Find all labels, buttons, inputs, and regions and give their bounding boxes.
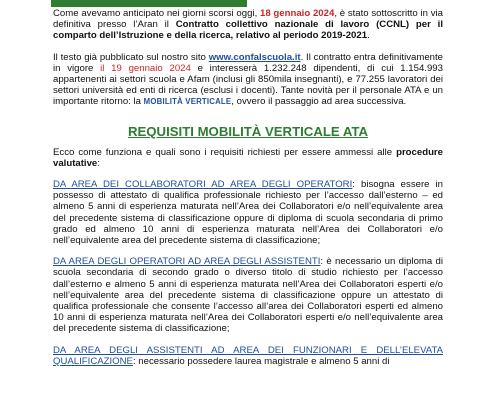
requirement-title: DA AREA DEGLI ASSISTENTI AD AREA DEI FUNZIONARI E DELL’ELEVATA QUALIFICAZIONE	[53, 344, 443, 367]
header-bar	[51, 0, 247, 7]
document-body	[53, 8, 443, 367]
contract-paragraph	[53, 52, 443, 108]
date-highlight: 18 gennaio 2024	[260, 8, 335, 19]
mobilita-verticale-label: MOBILITÀ VERTICALE	[143, 97, 232, 107]
requirement-body: : necessario possedere laurea magistrale e almeno 5 anni di	[132, 355, 390, 367]
text: :	[97, 157, 100, 169]
text: , ovvero il passaggio ad area successiva.	[231, 96, 407, 108]
text: .	[367, 30, 370, 42]
section-heading: REQUISITI MOBILITÀ VERTICALE ATA	[127, 123, 369, 139]
procedure-label: procedure valutative	[53, 146, 443, 169]
intro-paragraph	[53, 8, 443, 42]
text: e interesserà 1.232.248 dipendenti, di cui 1.154.993 appartenenti ai settori scuola e Afam (inclusi gli 850mila insegnanti), e 77.255 lavoratori dei settori università ed enti di ricerca (esclusi i docenti). Tante novità per il personale ATA e un importante ritorno: la	[53, 62, 443, 108]
date-highlight: il 19 gennaio 2024	[100, 62, 191, 74]
requirement-operatori-assistenti	[53, 256, 443, 334]
requirement-title: DA AREA DEI COLLABORATORI AD AREA DEGLI OPERATORI	[53, 179, 353, 191]
text: Ecco come funziona e quali sono i requisiti richiesti per essere ammessi alle	[53, 146, 397, 158]
site-link[interactable]: www.confalscuola.it	[208, 51, 301, 63]
text: , è stato sottoscritto in via definitiva presso l’Aran il	[53, 8, 444, 31]
text: Il testo già pubblicato sul nostro sito	[53, 51, 209, 63]
requirement-body: : bisogna essere in possesso di attestato di qualifica professionale richiesto per l’accesso dall’esterno – ed almeno 5 anni di esperienza maturata nell’Area dei Collaboratori e/o nell’equivalente area del precedente sistema di classificazione oppure di diploma di scuola secondaria di primo grado ed almeno 10 anni di esperienza maturata nell’Area dei Collaboratori e/o nell’equivalente area del precedente sistema di classificazione;	[53, 179, 444, 247]
requirement-assistenti-funzionari	[53, 345, 443, 367]
text: . Il contratto entra definitivamente in vigore	[53, 51, 443, 74]
requirement-collaboratori-operatori	[53, 179, 443, 246]
text: Come avevamo anticipato nei giorni scorsi oggi,	[53, 8, 260, 19]
requirement-body: : è necessario un diploma di scuola secondaria di secondo grado o diverso titolo di studio richiesto per l’accesso dall’esterno e almeno 5 anni di esperienza maturata nell’Area dei Collaboratori esperti e/o nell’equivalente area del precedente sistema di classificazione oppure un attestato di qualifica professionale che consente l’accesso all’area dei Collaboratori esperti ed almeno 10 anni di esperienza maturata nell’Area dei Collaboratori esperti e/o nell’equivalente area del precedente sistema di classificazione;	[53, 256, 443, 335]
contract-title: Contratto collettivo nazionale di lavoro (CCNL) per il comparto dell’Istruzione e della ricerca, relativo al periodo 2019-2021	[53, 19, 443, 42]
requirements-intro	[53, 147, 443, 169]
requirement-title: DA AREA DEGLI OPERATORI AD AREA DEGLI ASSISTENTI	[53, 256, 321, 268]
